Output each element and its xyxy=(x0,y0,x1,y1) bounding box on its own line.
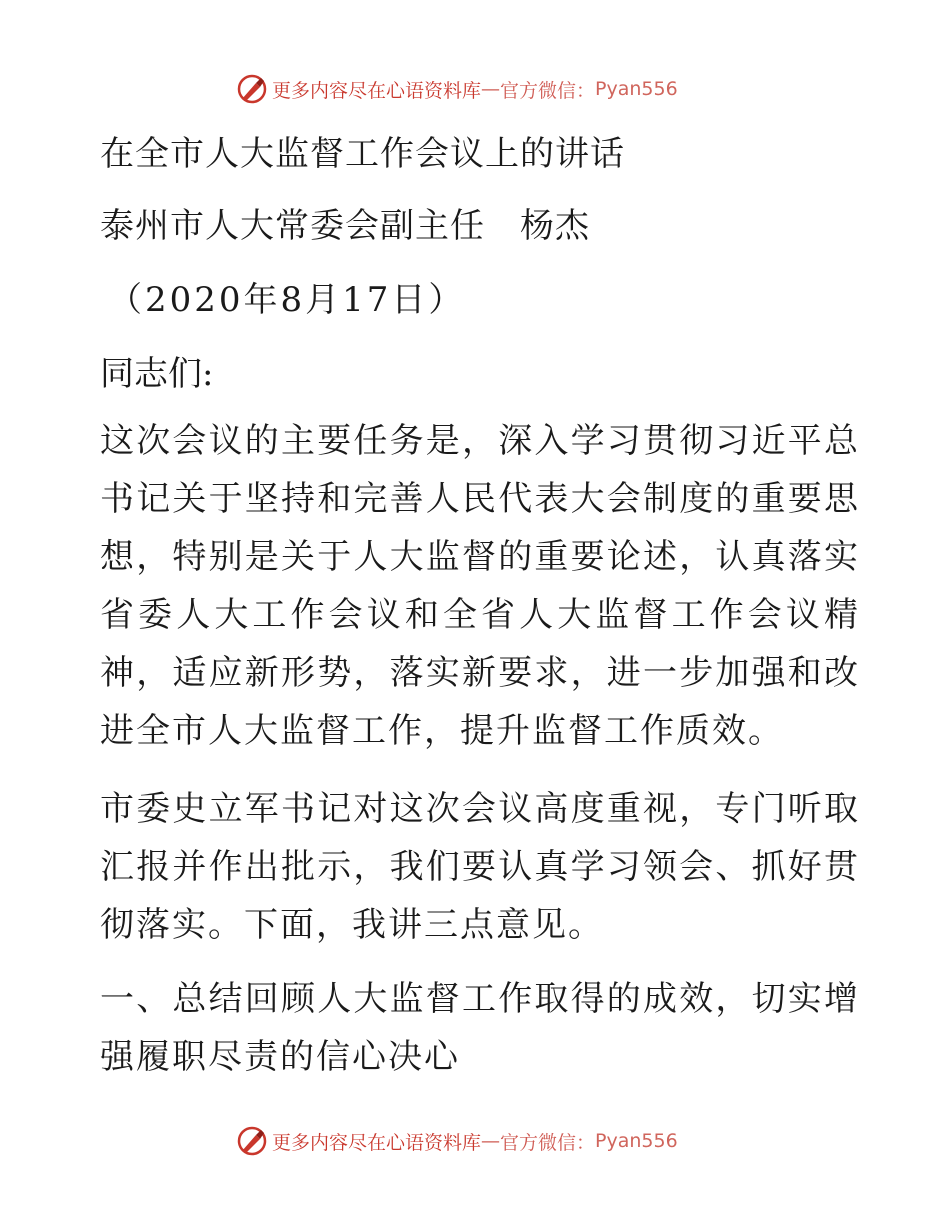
banner-wechat-id: Pyan556 xyxy=(595,78,678,100)
header-banner xyxy=(236,72,678,106)
pen-logo-icon xyxy=(236,1125,268,1157)
footer-banner xyxy=(236,1124,678,1158)
banner-dash: — xyxy=(481,78,501,100)
banner-wechat-label: 官方微信： xyxy=(500,79,596,102)
speaker-line: 泰州市人大常委会副主任 杨杰 xyxy=(100,206,590,246)
paragraph-intro: 这次会议的主要任务是，深入学习贯彻习近平总书记关于坚持和完善人民代表大会制度的重要思想，特别是关于人大监督的重要论述，认真落实省委人大工作会议和全省人大监督工作会议精神，适应新形势，落实新要求，进一步加强和改进全市人大监督工作，提升监督工作质效。 xyxy=(100,421,860,751)
banner-wechat-label: 官方微信： xyxy=(500,1131,596,1154)
paragraph-instructions: 市委史立军书记对这次会议高度重视，专门听取汇报并作出批示，我们要认真学习领会、抓好贯彻落实。下面，我讲三点意见。 xyxy=(100,789,860,945)
section-heading-1: 一、总结回顾人大监督工作取得的成效，切实增强履职尽责的信心决心 xyxy=(100,979,860,1077)
banner-slogan: 更多内容尽在心语资料库 xyxy=(272,1131,482,1154)
document-title: 在全市人大监督工作会议上的讲话 xyxy=(100,134,625,174)
banner-dash: — xyxy=(481,1130,501,1152)
salutation: 同志们: xyxy=(100,354,214,394)
banner-wechat-id: Pyan556 xyxy=(595,1130,678,1152)
banner-slogan: 更多内容尽在心语资料库 xyxy=(272,79,482,102)
pen-logo-icon xyxy=(236,73,268,105)
speech-date: （2020年8月17日） xyxy=(108,280,466,320)
